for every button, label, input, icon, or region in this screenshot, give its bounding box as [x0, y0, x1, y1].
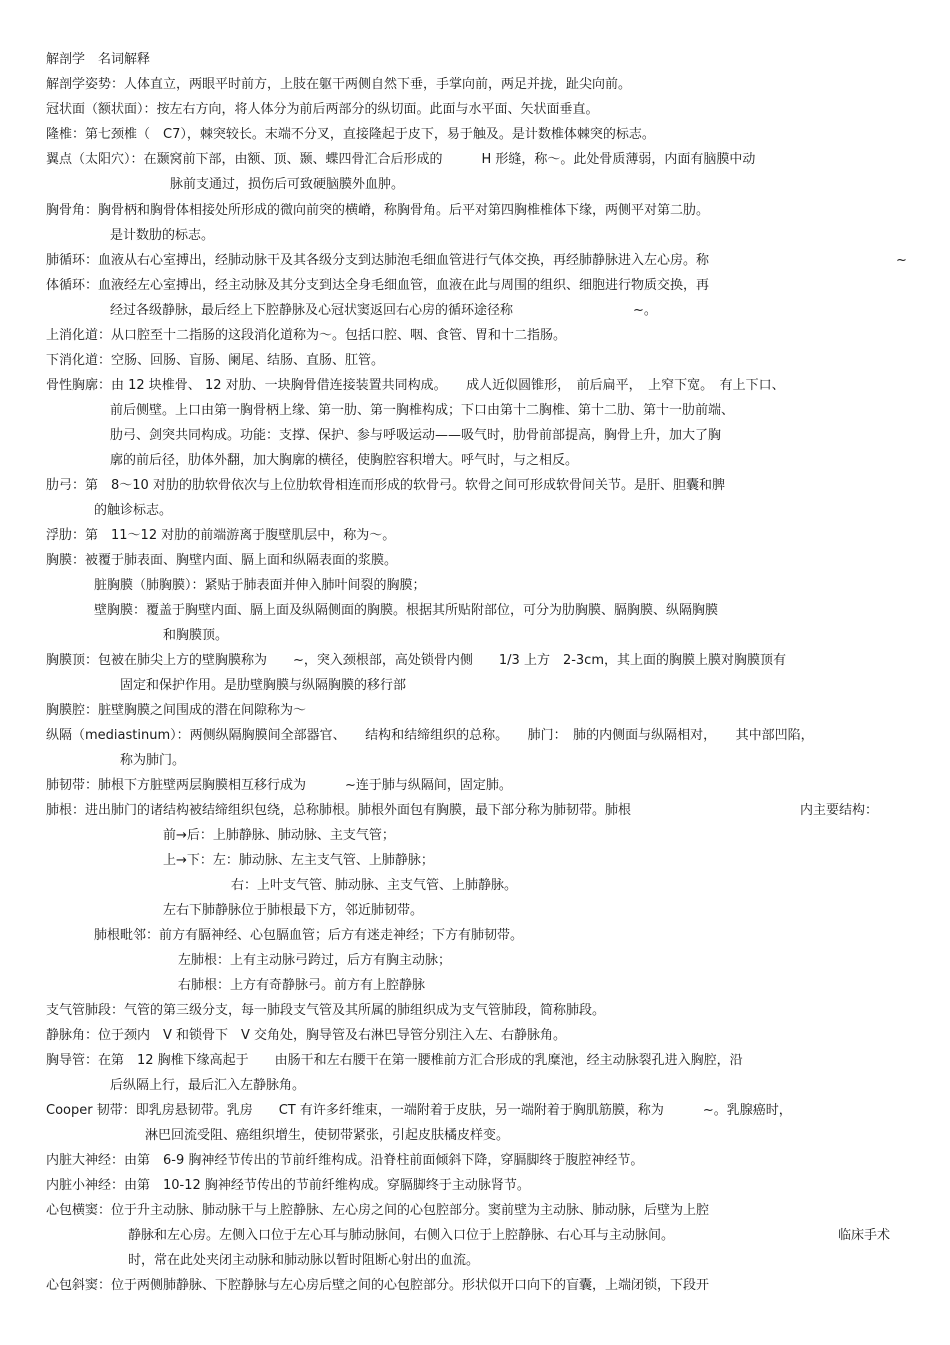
text-line: 廓的前后径，肋体外翻，加大胸廓的横径，使胸腔容积增大。呼气时，与之相反。 [110, 453, 579, 468]
text-line: 左右下肺静脉位于肺根最下方，邻近肺韧带。 [163, 903, 424, 918]
text-line: 后纵隔上行，最后汇入左静脉角。 [110, 1078, 306, 1093]
text-line: 左肺根：上有主动脉弓跨过，后方有胸主动脉； [178, 953, 452, 968]
text-line: 右：上叶支气管、肺动脉、主支气管、上肺静脉。 [231, 878, 518, 893]
text-line: 肋弓、剑突共同构成。功能：支撑、保护、参与呼吸运动——吸气时，肋骨前部提高，胸骨上升，加大了胸 [110, 428, 722, 443]
text-line: 胸导管：在第 12 胸椎下缘高起于 由肠干和左右腰干在第一腰椎前方汇合形成的乳糜池，经主动脉裂孔进入胸腔，沿 [46, 1053, 743, 1068]
text-line: 解剖学姿势：人体直立，两眼平时前方，上肢在躯干两侧自然下垂，手掌向前，两足并拢，趾尖向前。 [46, 77, 632, 92]
text-line: 肺韧带：肺根下方脏壁两层胸膜相互移行成为 ~连于肺与纵隔间，固定肺。 [46, 778, 512, 793]
text-line: 前→后：上肺静脉、肺动脉、主支气管； [163, 828, 395, 843]
text-line: 壁胸膜：覆盖于胸壁内面、膈上面及纵隔侧面的胸膜。根据其所贴附部位，可分为肋胸膜、膈胸膜、纵隔胸膜 [94, 603, 719, 618]
text-line: 肺根毗邻：前方有膈神经、心包膈血管；后方有迷走神经；下方有肺韧带。 [94, 928, 524, 943]
text-line: 的触诊标志。 [94, 503, 173, 518]
text-line: 内主要结构： [800, 803, 879, 818]
text-line: Cooper 韧带：即乳房悬韧带。乳房 CT 有许多纤维束，一端附着于皮肤，另一端附着于胸肌筋膜，称为 ~。乳腺癌时， [46, 1103, 792, 1118]
text-line: 胸膜腔：脏壁胸膜之间围成的潜在间隙称为～ [46, 703, 307, 718]
text-line: 临床手术 [838, 1228, 891, 1243]
text-line: 肺循环：血液从右心室搏出，经肺动脉干及其各级分支到达肺泡毛细血管进行气体交换，再经肺静脉进入左心房。称 [46, 253, 710, 268]
text-line: 静脉角：位于颈内 V 和锁骨下 V 交角处，胸导管及右淋巴导管分别注入左、右静脉角。 [46, 1028, 567, 1043]
text-line: 冠状面（额状面）：按左右方向，将人体分为前后两部分的纵切面。此面与水平面、矢状面垂直。 [46, 102, 599, 117]
text-line: 是计数肋的标志。 [110, 228, 215, 243]
text-line: 静脉和左心房。左侧入口位于左心耳与肺动脉间，右侧入口位于上腔静脉、右心耳与主动脉间。 [128, 1228, 675, 1243]
text-line: 肋弓：第 8～10 对肋的肋软骨依次与上位肋软骨相连而形成的软骨弓。软骨之间可形成软骨间关节。是肝、胆囊和脾 [46, 478, 725, 493]
text-line: 上消化道：从口腔至十二指肠的这段消化道称为～。包括口腔、咽、食管、胃和十二指肠。 [46, 328, 567, 343]
text-line: 内脏小神经：由第 10-12 胸神经节传出的节前纤维构成。穿膈脚终于主动脉肾节。 [46, 1178, 530, 1193]
text-line: 支气管肺段：气管的第三级分支，每一肺段支气管及其所属的肺组织成为支气管肺段，简称肺段。 [46, 1003, 606, 1018]
text-line: 和胸膜顶。 [163, 628, 229, 643]
text-line: 时，常在此处夹闭主动脉和肺动脉以暂时阻断心射出的血流。 [128, 1253, 480, 1268]
document-title: 解剖学 名词解释 [46, 52, 151, 67]
text-line: 右肺根：上方有奇静脉弓。前方有上腔静脉 [178, 978, 426, 993]
text-line: 翼点（太阳穴）：在颞窝前下部，由额、顶、颞、蝶四骨汇合后形成的 H 形缝，称～。此处骨质薄弱，内面有脑膜中动 [46, 152, 756, 167]
text-line: 胸膜顶：包被在肺尖上方的壁胸膜称为 ~，突入颈根部，高处锁骨内侧 1/3 上方 2-3cm，其上面的胸膜上膜对胸膜顶有 [46, 653, 786, 668]
text-line: 内脏大神经：由第 6-9 胸神经节传出的节前纤维构成。沿脊柱前面倾斜下降，穿膈脚终于腹腔神经节。 [46, 1153, 644, 1168]
text-line: 脏胸膜（肺胸膜）：紧贴于肺表面并伸入肺叶间裂的胸膜； [94, 578, 426, 593]
text-line: 浮肋：第 11～12 对肋的前端游离于腹壁肌层中，称为～。 [46, 528, 396, 543]
text-line: 胸膜：被覆于肺表面、胸壁内面、膈上面和纵隔表面的浆膜。 [46, 553, 398, 568]
text-line: 脉前支通过，损伤后可致硬脑膜外血肿。 [170, 177, 405, 192]
text-line: 骨性胸廓：由 12 块椎骨、 12 对肋、一块胸骨借连接装置共同构成。 成人近似圆锥形， 前后扁平， 上窄下宽。 有上下口、 [46, 378, 785, 393]
text-line: 肺根：进出肺门的诸结构被结缔组织包绕，总称肺根。肺根外面包有胸膜，最下部分称为肺韧带。肺根 [46, 803, 632, 818]
text-line: 胸骨角：胸骨柄和胸骨体相接处所形成的微向前突的横嵴，称胸骨角。后平对第四胸椎椎体下缘，两侧平对第二肋。 [46, 203, 710, 218]
text-line: ~。 [633, 303, 657, 318]
text-line: 心包斜窦：位于两侧肺静脉、下腔静脉与左心房后壁之间的心包腔部分。形状似开口向下的盲囊，上端闭锁，下段开 [46, 1278, 710, 1293]
text-line: 隆椎：第七颈椎（ C7），棘突较长。末端不分叉，直接隆起于皮下，易于触及。是计数椎体棘突的标志。 [46, 127, 655, 142]
text-line: 下消化道：空肠、回肠、盲肠、阑尾、结肠、直肠、肛管。 [46, 353, 385, 368]
text-line: 固定和保护作用。是肋壁胸膜与纵隔胸膜的移行部 [120, 678, 407, 693]
text-line: 体循环：血液经左心室搏出，经主动脉及其分支到达全身毛细血管，血液在此与周围的组织、细胞进行物质交换，再 [46, 278, 710, 293]
text-line: 称为肺门。 [120, 753, 186, 768]
text-line: 上→下：左：肺动脉、左主支气管、上肺静脉； [163, 853, 434, 868]
text-line: 经过各级静脉，最后经上下腔静脉及心冠状窦返回右心房的循环途径称 [110, 303, 514, 318]
text-line: ~ [896, 253, 907, 268]
text-line: 前后侧壁。上口由第一胸骨柄上缘、第一肋、第一胸椎构成；下口由第十二胸椎、第十二肋、第十一肋前端、 [110, 403, 735, 418]
text-line: 淋巴回流受阻、癌组织增生，使韧带紧张，引起皮肤橘皮样变。 [145, 1128, 510, 1143]
text-line: 纵隔（mediastinum）：两侧纵隔胸膜间全部器官、 结构和结缔组织的总称。 肺门： 肺的内侧面与纵隔相对， 其中部凹陷， [46, 728, 814, 743]
text-line: 心包横窦：位于升主动脉、肺动脉干与上腔静脉、左心房之间的心包腔部分。窦前壁为主动脉、肺动脉，后壁为上腔 [46, 1203, 710, 1218]
